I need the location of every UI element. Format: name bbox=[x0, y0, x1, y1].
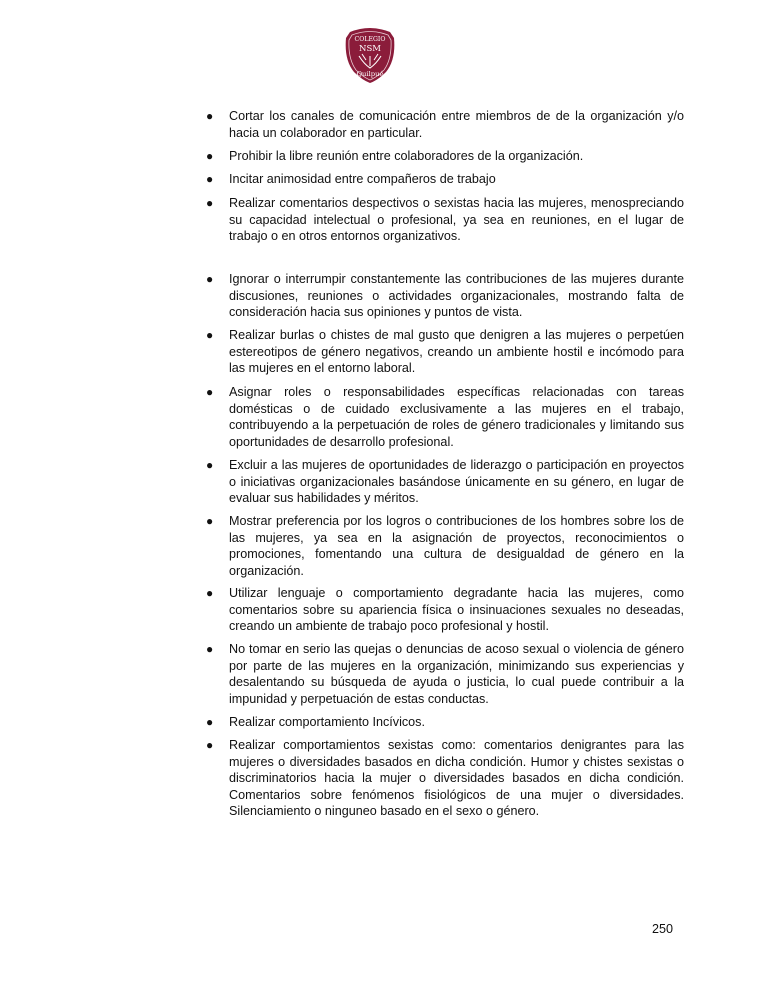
list-item-text: Prohibir la libre reunión entre colaboradores de la organización. bbox=[229, 149, 584, 163]
school-logo bbox=[342, 26, 398, 84]
list-item-text: Utilizar lenguaje o comportamiento degradante hacia las mujeres, como comentarios sobre su apariencia física o insinuaciones sexuales no deseadas, creando un ambiente de trabajo poco profesional y hostil. bbox=[229, 586, 684, 634]
list-item bbox=[206, 271, 684, 321]
list-item-text: Cortar los canales de comunicación entre miembros de de la organización y/o hacia un colaborador en particular. bbox=[229, 109, 684, 140]
bullet-icon: ● bbox=[206, 109, 214, 123]
list-item bbox=[206, 327, 684, 377]
bullet-icon: ● bbox=[206, 738, 214, 752]
list-item-text: Realizar comportamiento Incívicos. bbox=[229, 715, 425, 729]
list-item bbox=[206, 513, 684, 579]
bullet-icon: ● bbox=[206, 385, 214, 399]
list-item-text: Realizar comportamientos sexistas como: comentarios denigrantes para las mujeres o diversidades basados en dicha condición. Humor y chistes sexistas o discriminatorios hacia la mujer o diversidades basados en dicha condición. Comentarios sobre fenómenos fisiológicos de una mujer o diversidades. Silenciamiento o ninguneo basado en el sexo o género. bbox=[229, 738, 684, 819]
bullet-icon: ● bbox=[206, 715, 214, 729]
logo-line1: COLEGIO bbox=[354, 36, 386, 43]
list-item bbox=[206, 171, 684, 188]
bullet-icon: ● bbox=[206, 196, 214, 210]
bullet-icon: ● bbox=[206, 149, 214, 163]
list-item bbox=[206, 714, 684, 731]
list-item-text: No tomar en serio las quejas o denuncias de acoso sexual o violencia de género por parte de las mujeres en la organización, minimizando sus experiencias y desalentando su búsqueda de ayuda o justicia, lo cual puede contribuir a la impunidad y perpetuación de estas conductas. bbox=[229, 642, 684, 706]
bullet-icon: ● bbox=[206, 272, 214, 286]
list-item bbox=[206, 384, 684, 450]
list-item bbox=[206, 737, 684, 820]
school-crest-icon bbox=[342, 26, 398, 84]
list-item bbox=[206, 108, 684, 141]
list-item-text: Ignorar o interrumpir constantemente las contribuciones de las mujeres durante discusiones, reuniones o actividades organizacionales, mostrando falta de consideración hacia sus opiniones y puntos de vista. bbox=[229, 272, 684, 320]
list-item-text: Realizar burlas o chistes de mal gusto que denigren a las mujeres o perpetúen estereotipos de género negativos, creando un ambiente hostil e incómodo para las mujeres en el entorno laboral. bbox=[229, 328, 684, 376]
list-item bbox=[206, 585, 684, 635]
bullet-icon: ● bbox=[206, 328, 214, 342]
list-item-text: Mostrar preferencia por los logros o contribuciones de los hombres sobre los de las mujeres, ya sea en la asignación de proyectos, reconocimientos o promociones, fomentando una cultura de desigualdad de género en la organización. bbox=[229, 514, 684, 578]
bullet-icon: ● bbox=[206, 642, 214, 656]
bullet-icon: ● bbox=[206, 458, 214, 472]
bullet-icon: ● bbox=[206, 586, 214, 600]
list-item bbox=[206, 195, 684, 245]
list-item bbox=[206, 641, 684, 707]
list-item-text: Asignar roles o responsabilidades específicas relacionadas con tareas domésticas o de cuidado exclusivamente a las mujeres en el trabajo, contribuyendo a la perpetuación de roles de género tradicionales y limitando sus oportunidades de desarrollo profesional. bbox=[229, 385, 684, 449]
list-item bbox=[206, 457, 684, 507]
logo-line2: NSM bbox=[359, 44, 381, 54]
bullet-icon: ● bbox=[206, 514, 214, 528]
list-item-text: Realizar comentarios despectivos o sexistas hacia las mujeres, menospreciando su capacidad intelectual o profesional, ya sea en reuniones, en el lugar de trabajo o en otros entornos organizativos. bbox=[229, 196, 684, 244]
list-item bbox=[206, 148, 684, 165]
bullet-icon: ● bbox=[206, 172, 214, 186]
logo-line3: Quilpué bbox=[356, 70, 384, 78]
list-item-text: Incitar animosidad entre compañeros de trabajo bbox=[229, 172, 496, 186]
list-item-text: Excluir a las mujeres de oportunidades de liderazgo o participación en proyectos o iniciativas organizacionales basándose únicamente en su género, en lugar de evaluar sus habilidades y méritos. bbox=[229, 458, 684, 506]
page-number: 250 bbox=[652, 922, 674, 936]
